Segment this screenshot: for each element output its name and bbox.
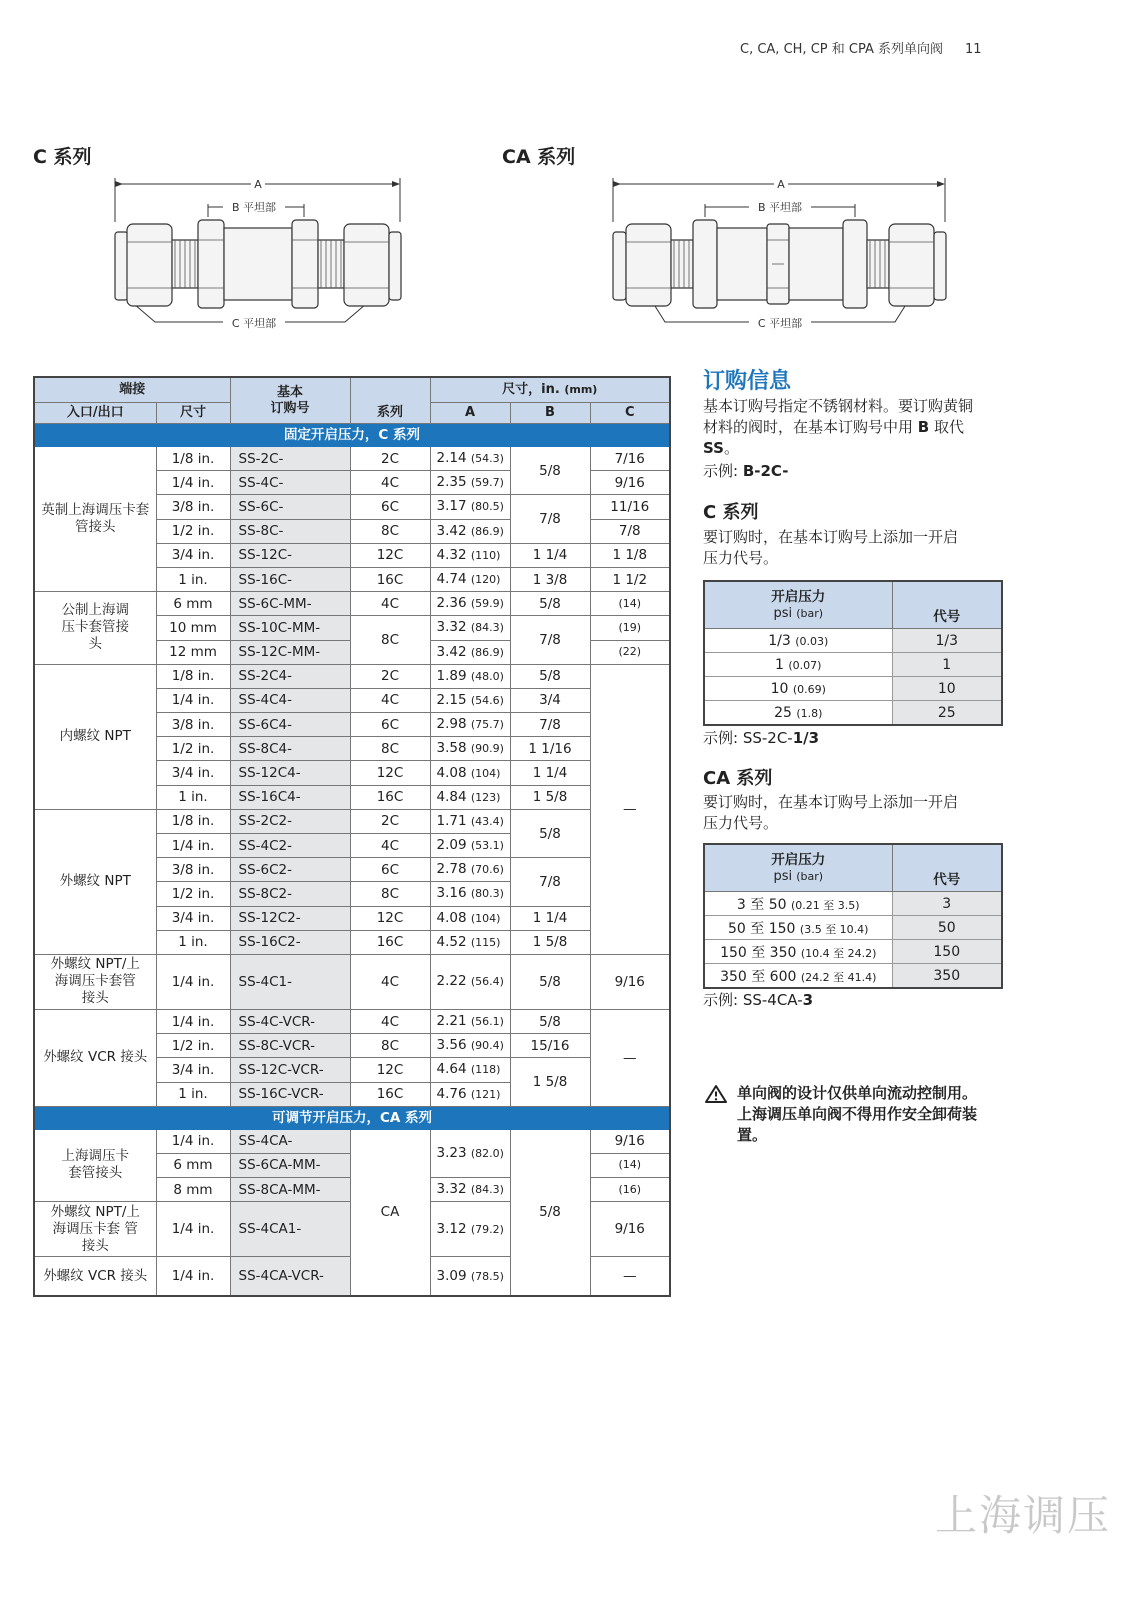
table-row: 1 (0.07) 1 bbox=[704, 653, 1002, 677]
table-row: 3 至 50 (0.21 至 3.5) 3 bbox=[704, 892, 1002, 916]
cell-order-number: SS-4C2- bbox=[230, 834, 350, 858]
cell-size: 1 in. bbox=[156, 567, 230, 591]
cell-b: 5/8 bbox=[510, 954, 590, 1009]
cell-a: 3.42 (86.9) bbox=[430, 519, 510, 543]
cell-series: 2C bbox=[350, 664, 430, 688]
header-title: C, CA, CH, CP 和 CPA 系列单向阀 bbox=[740, 42, 943, 57]
cell-size: 3/4 in. bbox=[156, 543, 230, 567]
table-row: 1/3 (0.03) 1/3 bbox=[704, 629, 1002, 653]
cell-series: 4C bbox=[350, 954, 430, 1009]
cell-a: 2.36 (59.9) bbox=[430, 592, 510, 616]
cell-size: 6 mm bbox=[156, 592, 230, 616]
cell-c: 1 1/2 bbox=[590, 567, 670, 591]
cell-c: 9/16 bbox=[590, 954, 670, 1009]
cell-a: 3.23 (82.0) bbox=[430, 1129, 510, 1177]
c-series-subtitle: C 系列 bbox=[703, 502, 759, 523]
cell-order-number: SS-2C- bbox=[230, 447, 350, 471]
header-a: A bbox=[430, 403, 510, 424]
cell-size: 8 mm bbox=[156, 1178, 230, 1202]
pt-header-pressure: 开启压力 psi (bar) bbox=[704, 581, 892, 629]
table-row: 150 至 350 (10.4 至 24.2) 150 bbox=[704, 940, 1002, 964]
cell-series: 12C bbox=[350, 1058, 430, 1082]
cell-a: 3.32 (84.3) bbox=[430, 616, 510, 640]
table-row bbox=[34, 809, 670, 833]
cell-a: 3.42 (86.9) bbox=[430, 640, 510, 664]
cell-c: (14) bbox=[590, 592, 670, 616]
group-male-npt: 外螺纹 NPT bbox=[34, 809, 156, 954]
cell-c: 1 1/8 bbox=[590, 543, 670, 567]
c-series-text: 要订购时，在基本订购号上添加一开启 压力代号。 bbox=[703, 528, 959, 567]
cell-c: 9/16 bbox=[590, 471, 670, 495]
cell-size: 1/8 in. bbox=[156, 664, 230, 688]
table-row: 10 (0.69) 10 bbox=[704, 677, 1002, 701]
cell-size: 3/4 in. bbox=[156, 1058, 230, 1082]
cell-size: 1/8 in. bbox=[156, 447, 230, 471]
group-male-vcr: 外螺纹 VCR 接头 bbox=[34, 1009, 156, 1106]
cell-b: 3/4 bbox=[510, 688, 590, 712]
cell-a: 2.35 (59.7) bbox=[430, 471, 510, 495]
cell-order-number: SS-4C-VCR- bbox=[230, 1009, 350, 1033]
cell-b: 15/16 bbox=[510, 1034, 590, 1058]
cell-order-number: SS-4C4- bbox=[230, 688, 350, 712]
cell-order-number: SS-16C- bbox=[230, 567, 350, 591]
cell-size: 3/4 in. bbox=[156, 761, 230, 785]
cell-size: 3/4 in. bbox=[156, 906, 230, 930]
cell-order-number: SS-6CA-MM- bbox=[230, 1153, 350, 1177]
c-series-valve-drawing bbox=[105, 172, 410, 337]
ca-series-figure-title: CA 系列 bbox=[502, 146, 576, 168]
cell-a: 4.76 (121) bbox=[430, 1082, 510, 1106]
cell-c: (16) bbox=[590, 1178, 670, 1202]
cell-order-number: SS-8C- bbox=[230, 519, 350, 543]
cell-size: 1/4 in. bbox=[156, 834, 230, 858]
pt-header-pressure: 开启压力 psi (bar) bbox=[704, 844, 892, 892]
cell-b: 7/8 bbox=[510, 495, 590, 543]
cell-order-number: SS-6C- bbox=[230, 495, 350, 519]
header-series: 系列 bbox=[350, 377, 430, 424]
c-series-example: 示例: SS-2C-1/3 bbox=[703, 729, 820, 747]
cell-b: 5/8 bbox=[510, 447, 590, 495]
ca-cracking-pressure-table bbox=[703, 843, 1003, 989]
table-row: 25 (1.8) 25 bbox=[704, 701, 1002, 726]
cell-c: (14) bbox=[590, 1153, 670, 1177]
ca-series-valve-drawing bbox=[605, 172, 955, 337]
cell-order-number: SS-6C2- bbox=[230, 858, 350, 882]
cell-order-number: SS-8C4- bbox=[230, 737, 350, 761]
cell-order-number: SS-16C2- bbox=[230, 930, 350, 954]
cell-series: 12C bbox=[350, 906, 430, 930]
cell-b: 1 1/16 bbox=[510, 737, 590, 761]
cell-series: 4C bbox=[350, 834, 430, 858]
dimension-table bbox=[33, 376, 671, 1297]
cell-series: 8C bbox=[350, 616, 430, 664]
cell-a: 4.08 (104) bbox=[430, 761, 510, 785]
cell-size: 1 in. bbox=[156, 1082, 230, 1106]
group-ca-male-vcr: 外螺纹 VCR 接头 bbox=[34, 1257, 156, 1297]
cell-order-number: SS-2C2- bbox=[230, 809, 350, 833]
running-header bbox=[740, 38, 982, 57]
header-size: 尺寸 bbox=[156, 403, 230, 424]
cell-size: 1/4 in. bbox=[156, 688, 230, 712]
cell-size: 12 mm bbox=[156, 640, 230, 664]
ca-series-example: 示例: SS-4CA-3 bbox=[703, 991, 814, 1009]
section-fixed-c-series: 固定开启压力，C 系列 bbox=[34, 424, 670, 447]
cell-size: 1 in. bbox=[156, 785, 230, 809]
cell-b: 1 1/4 bbox=[510, 543, 590, 567]
table-row bbox=[34, 447, 670, 471]
group-female-npt: 内螺纹 NPT bbox=[34, 664, 156, 809]
ca-series-subtitle: CA 系列 bbox=[703, 768, 773, 789]
cell-a: 2.22 (56.4) bbox=[430, 954, 510, 1009]
cell-a: 4.84 (123) bbox=[430, 785, 510, 809]
cell-size: 3/8 in. bbox=[156, 495, 230, 519]
cell-series: CA bbox=[350, 1129, 430, 1296]
cell-size: 1/4 in. bbox=[156, 1129, 230, 1153]
cell-order-number: SS-12C2- bbox=[230, 906, 350, 930]
cell-series: 8C bbox=[350, 519, 430, 543]
ordering-example: 示例: B-2C- bbox=[703, 462, 789, 480]
cell-a: 3.12 (79.2) bbox=[430, 1202, 510, 1257]
cell-b: 7/8 bbox=[510, 616, 590, 664]
cell-series: 12C bbox=[350, 761, 430, 785]
cell-a: 2.78 (70.6) bbox=[430, 858, 510, 882]
cell-a: 2.09 (53.1) bbox=[430, 834, 510, 858]
warning-note: 单向阀的设计仅供单向流动控制用。 上海调压单向阀不得用作安全卸荷装 置。 bbox=[705, 1083, 1005, 1146]
cell-series: 8C bbox=[350, 882, 430, 906]
header-inlet-outlet: 入口/出口 bbox=[34, 403, 156, 424]
pt-header-code: 代号 bbox=[892, 581, 1002, 629]
cell-size: 3/8 in. bbox=[156, 713, 230, 737]
cell-order-number: SS-8C2- bbox=[230, 882, 350, 906]
cell-order-number: SS-10C-MM- bbox=[230, 616, 350, 640]
header-b: B bbox=[510, 403, 590, 424]
cell-b: 1 5/8 bbox=[510, 930, 590, 954]
table-row: 50 至 150 (3.5 至 10.4) 50 bbox=[704, 916, 1002, 940]
cell-b: 5/8 bbox=[510, 592, 590, 616]
cell-size: 6 mm bbox=[156, 1153, 230, 1177]
cell-size: 1/4 in. bbox=[156, 1009, 230, 1033]
cell-order-number: SS-6C4- bbox=[230, 713, 350, 737]
header-end-connection: 端接 bbox=[34, 377, 230, 403]
cell-size: 1/4 in. bbox=[156, 1202, 230, 1257]
group-ca-male-npt-fitting: 外螺纹 NPT/上海调压卡套 管接头 bbox=[34, 1202, 156, 1257]
cell-series: 2C bbox=[350, 809, 430, 833]
page-number: 11 bbox=[965, 42, 982, 57]
group-ca-fitting: 上海调压卡套管接头 bbox=[34, 1129, 156, 1202]
cell-size: 1/4 in. bbox=[156, 954, 230, 1009]
cell-series: 16C bbox=[350, 1082, 430, 1106]
header-dimensions: 尺寸，in. (mm) bbox=[430, 377, 670, 403]
cell-series: 8C bbox=[350, 1034, 430, 1058]
c-series-figure-title: C 系列 bbox=[33, 146, 92, 168]
cell-size: 1/2 in. bbox=[156, 1034, 230, 1058]
cell-a: 2.14 (54.3) bbox=[430, 447, 510, 471]
cell-series: 6C bbox=[350, 858, 430, 882]
cell-b: 5/8 bbox=[510, 809, 590, 857]
ca-series-text: 要订购时，在基本订购号上添加一开启 压力代号。 bbox=[703, 793, 959, 832]
ca-dim-c-label: C 平坦部 bbox=[757, 317, 803, 330]
cell-series: 4C bbox=[350, 592, 430, 616]
ca-dim-a-label: A bbox=[777, 178, 785, 191]
cell-c: — bbox=[590, 1009, 670, 1106]
cell-order-number: SS-6C-MM- bbox=[230, 592, 350, 616]
cell-b: 7/8 bbox=[510, 713, 590, 737]
header-c: C bbox=[590, 403, 670, 424]
cell-order-number: SS-4CA-VCR- bbox=[230, 1257, 350, 1297]
cell-series: 4C bbox=[350, 1009, 430, 1033]
cell-size: 1/2 in. bbox=[156, 737, 230, 761]
c-cracking-pressure-table bbox=[703, 580, 1003, 726]
cell-series: 16C bbox=[350, 930, 430, 954]
table-row bbox=[34, 1129, 670, 1153]
c-dim-a-label: A bbox=[254, 178, 262, 191]
cell-a: 3.58 (90.9) bbox=[430, 737, 510, 761]
cell-series: 8C bbox=[350, 737, 430, 761]
cell-a: 1.71 (43.4) bbox=[430, 809, 510, 833]
cell-c: — bbox=[590, 664, 670, 954]
cell-c: (22) bbox=[590, 640, 670, 664]
cell-size: 1 in. bbox=[156, 930, 230, 954]
cell-order-number: SS-8CA-MM- bbox=[230, 1178, 350, 1202]
cell-b: 1 5/8 bbox=[510, 785, 590, 809]
cell-size: 10 mm bbox=[156, 616, 230, 640]
cell-b: 5/8 bbox=[510, 1009, 590, 1033]
cell-order-number: SS-12C- bbox=[230, 543, 350, 567]
c-dim-c-label: C 平坦部 bbox=[231, 317, 277, 330]
cell-size: 1/8 in. bbox=[156, 809, 230, 833]
warning-triangle-icon bbox=[705, 1084, 727, 1104]
table-row bbox=[34, 1009, 670, 1033]
table-row bbox=[34, 592, 670, 616]
cell-b: 1 3/8 bbox=[510, 567, 590, 591]
cell-a: 1.89 (48.0) bbox=[430, 664, 510, 688]
cell-a: 4.52 (115) bbox=[430, 930, 510, 954]
cell-order-number: SS-16C-VCR- bbox=[230, 1082, 350, 1106]
cell-a: 3.56 (90.4) bbox=[430, 1034, 510, 1058]
cell-b: 1 5/8 bbox=[510, 1058, 590, 1106]
cell-a: 2.15 (54.6) bbox=[430, 688, 510, 712]
cell-a: 4.74 (120) bbox=[430, 567, 510, 591]
cell-b: 1 1/4 bbox=[510, 906, 590, 930]
cell-order-number: SS-12C-VCR- bbox=[230, 1058, 350, 1082]
cell-order-number: SS-4C- bbox=[230, 471, 350, 495]
cell-a: 4.08 (104) bbox=[430, 906, 510, 930]
cell-c: 7/8 bbox=[590, 519, 670, 543]
cell-order-number: SS-4CA- bbox=[230, 1129, 350, 1153]
cell-a: 2.21 (56.1) bbox=[430, 1009, 510, 1033]
cell-size: 1/2 in. bbox=[156, 519, 230, 543]
cell-series: 6C bbox=[350, 713, 430, 737]
pt-header-code: 代号 bbox=[892, 844, 1002, 892]
cell-c: (19) bbox=[590, 616, 670, 640]
cell-order-number: SS-16C4- bbox=[230, 785, 350, 809]
cell-order-number: SS-2C4- bbox=[230, 664, 350, 688]
cell-series: 16C bbox=[350, 567, 430, 591]
cell-order-number: SS-12C4- bbox=[230, 761, 350, 785]
cell-b: 1 1/4 bbox=[510, 761, 590, 785]
cell-order-number: SS-12C-MM- bbox=[230, 640, 350, 664]
cell-size: 3/8 in. bbox=[156, 858, 230, 882]
table-row: 350 至 600 (24.2 至 41.4) 350 bbox=[704, 964, 1002, 989]
ordering-intro: 基本订购号指定不锈钢材料。要订购黄铜 材料的阀时，在基本订购号中用 B 取代 SS。 bbox=[703, 397, 974, 457]
group-fractional-fitting: 英制上海调压卡套管接头 bbox=[34, 447, 156, 592]
cell-order-number: SS-4C1- bbox=[230, 954, 350, 1009]
cell-series: 4C bbox=[350, 471, 430, 495]
cell-a: 3.16 (80.3) bbox=[430, 882, 510, 906]
cell-a: 3.32 (84.3) bbox=[430, 1178, 510, 1202]
cell-b: 7/8 bbox=[510, 858, 590, 906]
c-dim-b-label: B 平坦部 bbox=[231, 201, 277, 214]
cell-c: 7/16 bbox=[590, 447, 670, 471]
cell-c: 11/16 bbox=[590, 495, 670, 519]
cell-a: 2.98 (75.7) bbox=[430, 713, 510, 737]
cell-a: 4.32 (110) bbox=[430, 543, 510, 567]
group-metric-fitting: 公制上海调压卡套管接头 bbox=[34, 592, 156, 665]
cell-order-number: SS-4CA1- bbox=[230, 1202, 350, 1257]
section-adjustable-ca-series: 可调节开启压力，CA 系列 bbox=[34, 1106, 670, 1129]
cell-size: 1/4 in. bbox=[156, 1257, 230, 1297]
cell-series: 12C bbox=[350, 543, 430, 567]
cell-c: 9/16 bbox=[590, 1129, 670, 1153]
cell-c: — bbox=[590, 1257, 670, 1297]
cell-size: 1/4 in. bbox=[156, 471, 230, 495]
ordering-info-title: 订购信息 bbox=[703, 369, 792, 394]
cell-series: 16C bbox=[350, 785, 430, 809]
cell-series: 4C bbox=[350, 688, 430, 712]
cell-c: 9/16 bbox=[590, 1202, 670, 1257]
watermark-text: 上海调压 bbox=[935, 1491, 1112, 1540]
ca-dim-b-label: B 平坦部 bbox=[757, 201, 803, 214]
cell-a: 3.09 (78.5) bbox=[430, 1257, 510, 1297]
table-row bbox=[34, 954, 670, 1009]
cell-a: 3.17 (80.5) bbox=[430, 495, 510, 519]
cell-b: 5/8 bbox=[510, 1129, 590, 1296]
cell-series: 2C bbox=[350, 447, 430, 471]
header-order-number: 基本 订购号 bbox=[230, 377, 350, 424]
cell-size: 1/2 in. bbox=[156, 882, 230, 906]
cell-a: 4.64 (118) bbox=[430, 1058, 510, 1082]
cell-order-number: SS-8C-VCR- bbox=[230, 1034, 350, 1058]
cell-b: 5/8 bbox=[510, 664, 590, 688]
cell-series: 6C bbox=[350, 495, 430, 519]
table-row bbox=[34, 664, 670, 688]
group-male-npt-fitting: 外螺纹 NPT/上海调压卡套管接头 bbox=[34, 954, 156, 1009]
